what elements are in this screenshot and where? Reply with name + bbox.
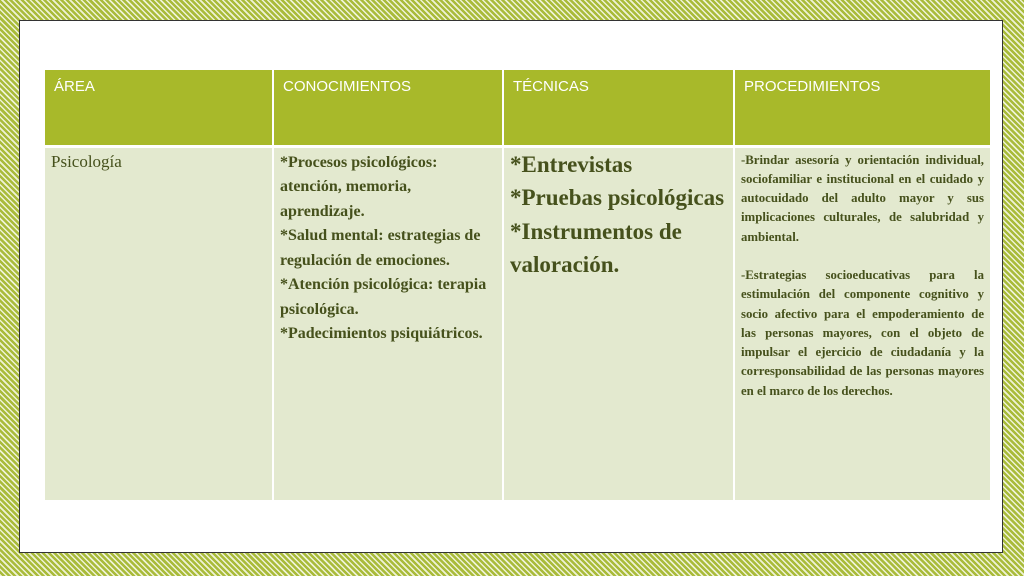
table-row (44, 146, 991, 501)
procedimiento-item: -Estrategias socioeducativas para la estimulación del componente cognitivo y socio afectivo para el empoderamiento de las personas mayores, con el objeto de impulsar el ejercicio de ciudadanía y la corresponsabilidad de las personas mayores en el marco de los derechos. (741, 267, 984, 398)
procedimiento-item: -Brindar asesoría y orientación individual, sociofamiliar e institucional en el cuidado y autocuidado del adulto mayor y sus implicaciones culturales, de salubridad y ambiental. (741, 152, 984, 244)
header-procedimientos: PROCEDIMIENTOS (734, 69, 991, 146)
conocimiento-item: *Procesos psicológicos: atención, memoria, aprendizaje. (280, 153, 438, 220)
conocimiento-item: *Padecimientos psiquiátricos. (280, 325, 483, 342)
header-tecnicas: TÉCNICAS (503, 69, 734, 146)
header-row (44, 69, 991, 146)
tecnica-item: *Entrevistas (510, 151, 633, 177)
cell-procedimientos (734, 146, 991, 501)
header-conocimientos: CONOCIMIENTOS (273, 69, 503, 146)
cell-tecnicas (503, 146, 734, 501)
conocimiento-item: *Atención psicológica: terapia psicológica. (280, 276, 487, 318)
cell-conocimientos (273, 146, 503, 501)
slide-panel (19, 20, 1003, 553)
header-area: ÁREA (44, 69, 273, 146)
tecnica-item: *Pruebas psicológicas (510, 185, 725, 210)
conocimiento-item: *Salud mental: estrategias de regulación de emociones. (280, 227, 481, 269)
tecnica-item: *Instrumentos de valoración. (510, 218, 682, 277)
content-table (43, 68, 992, 502)
area-text: Psicología (51, 151, 122, 171)
cell-area (44, 146, 273, 501)
